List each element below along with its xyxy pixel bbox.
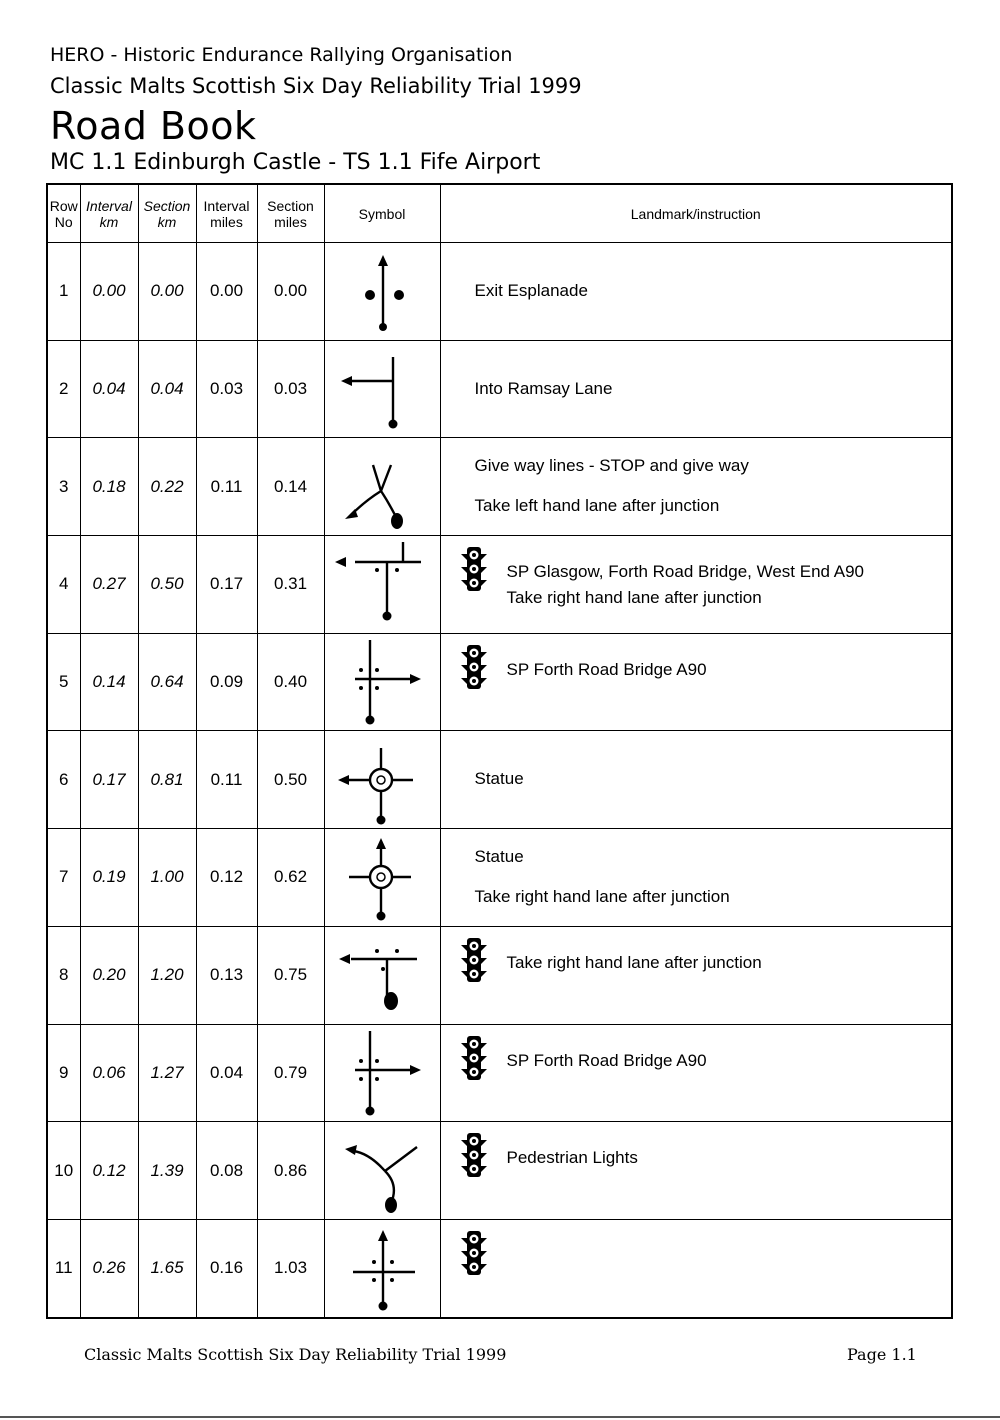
- t-junction-left-small-icon: [325, 927, 441, 1023]
- section-km: 0.64: [138, 633, 196, 731]
- page-number: Page 1.1: [847, 1345, 917, 1364]
- instruction-line: Give way lines - STOP and give way: [474, 456, 749, 476]
- instruction-line: SP Glasgow, Forth Road Bridge, West End A90: [506, 562, 865, 582]
- landmark-instruction: [440, 340, 952, 438]
- interval-km: 0.04: [80, 340, 138, 438]
- section-km: 0.00: [138, 243, 196, 341]
- interval-km: 0.06: [80, 1024, 138, 1122]
- route-symbol: [324, 340, 440, 438]
- fork-left-up-icon: [325, 1123, 441, 1219]
- traffic-lights-icon: [461, 546, 487, 597]
- section-miles: 0.14: [257, 438, 324, 536]
- interval-km: 0.00: [80, 243, 138, 341]
- page-title: Road Book: [50, 104, 257, 148]
- section-miles: 0.86: [257, 1122, 324, 1220]
- interval-km: 0.19: [80, 829, 138, 927]
- section-miles: 0.62: [257, 829, 324, 927]
- section-miles: 0.00: [257, 243, 324, 341]
- t-junction-left-icon: [325, 341, 441, 437]
- section-km: 0.22: [138, 438, 196, 536]
- row-number: 5: [47, 633, 80, 731]
- table-row: [47, 926, 952, 1024]
- section-miles: 0.03: [257, 340, 324, 438]
- row-number: 10: [47, 1122, 80, 1220]
- table-row: [47, 1122, 952, 1220]
- section-km: 0.50: [138, 536, 196, 634]
- route-symbol: [324, 829, 440, 927]
- landmark-instruction: [440, 829, 952, 927]
- landmark-instruction: [440, 633, 952, 731]
- row-number: 1: [47, 243, 80, 341]
- landmark-instruction: [440, 1219, 952, 1317]
- header-section-miles: Section miles: [257, 184, 324, 243]
- route-symbol: [324, 1219, 440, 1317]
- interval-miles: 0.09: [196, 633, 257, 731]
- t-junction-left-offset-icon: [325, 536, 441, 632]
- row-number: 3: [47, 438, 80, 536]
- section-km: 1.20: [138, 926, 196, 1024]
- traffic-lights-icon: [461, 1132, 487, 1183]
- route-symbol: [324, 536, 440, 634]
- instruction-line: Into Ramsay Lane: [474, 378, 613, 398]
- table-header-row: [47, 184, 952, 243]
- row-number: 4: [47, 536, 80, 634]
- interval-km: 0.14: [80, 633, 138, 731]
- instruction-line: Take right hand lane after junction: [474, 887, 730, 907]
- fork-left-icon: [325, 439, 441, 535]
- section-miles: 0.50: [257, 731, 324, 829]
- section-km: 0.04: [138, 340, 196, 438]
- interval-miles: 0.11: [196, 438, 257, 536]
- landmark-instruction: [440, 1122, 952, 1220]
- table-row: [47, 829, 952, 927]
- header-interval-miles: Interval miles: [196, 184, 257, 243]
- landmark-instruction: [440, 536, 952, 634]
- interval-miles: 0.12: [196, 829, 257, 927]
- instruction-line: Take right hand lane after junction: [506, 952, 762, 972]
- section-miles: 0.79: [257, 1024, 324, 1122]
- section-miles: 0.75: [257, 926, 324, 1024]
- section-miles: 1.03: [257, 1219, 324, 1317]
- table-row: [47, 340, 952, 438]
- section-km: 1.39: [138, 1122, 196, 1220]
- traffic-lights-icon: [461, 937, 487, 988]
- event-name: Classic Malts Scottish Six Day Reliability Trial 1999: [50, 74, 582, 98]
- table-row: [47, 633, 952, 731]
- interval-miles: 0.11: [196, 731, 257, 829]
- instruction-line: SP Forth Road Bridge A90: [506, 659, 707, 679]
- interval-km: 0.12: [80, 1122, 138, 1220]
- section-km: 1.27: [138, 1024, 196, 1122]
- table-row: [47, 731, 952, 829]
- bottom-rule: [0, 1416, 1000, 1418]
- row-number: 2: [47, 340, 80, 438]
- section-km: 1.00: [138, 829, 196, 927]
- route-symbol: [324, 243, 440, 341]
- traffic-lights-icon: [461, 644, 487, 695]
- interval-miles: 0.03: [196, 340, 257, 438]
- roundabout-straight-icon: [325, 829, 441, 925]
- table-row: [47, 438, 952, 536]
- instruction-line: Take right hand lane after junction: [506, 588, 762, 608]
- interval-miles: 0.17: [196, 536, 257, 634]
- table-row: [47, 1024, 952, 1122]
- row-number: 9: [47, 1024, 80, 1122]
- interval-km: 0.27: [80, 536, 138, 634]
- interval-km: 0.17: [80, 731, 138, 829]
- header-landmark: Landmark/instruction: [440, 184, 952, 243]
- interval-km: 0.20: [80, 926, 138, 1024]
- traffic-lights-icon: [461, 1230, 487, 1281]
- crossroads-right-icon: [325, 634, 441, 730]
- stage-title: MC 1.1 Edinburgh Castle - TS 1.1 Fife Airport: [50, 150, 541, 175]
- road-book-table: [46, 183, 953, 1319]
- instruction-line: SP Forth Road Bridge A90: [506, 1050, 707, 1070]
- row-number: 11: [47, 1219, 80, 1317]
- route-symbol: [324, 1122, 440, 1220]
- roundabout-left-icon: [325, 732, 441, 828]
- route-symbol: [324, 633, 440, 731]
- instruction-line: Statue: [474, 769, 524, 789]
- landmark-instruction: [440, 926, 952, 1024]
- interval-miles: 0.08: [196, 1122, 257, 1220]
- straight-ahead-icon: [325, 243, 441, 339]
- header-interval-km: Interval km: [80, 184, 138, 243]
- row-number: 8: [47, 926, 80, 1024]
- section-km: 1.65: [138, 1219, 196, 1317]
- interval-miles: 0.16: [196, 1219, 257, 1317]
- landmark-instruction: [440, 243, 952, 341]
- crossroads-right-icon: [325, 1025, 441, 1121]
- section-miles: 0.40: [257, 633, 324, 731]
- section-miles: 0.31: [257, 536, 324, 634]
- instruction-line: Take left hand lane after junction: [474, 496, 720, 516]
- route-symbol: [324, 1024, 440, 1122]
- header-section-km: Section km: [138, 184, 196, 243]
- interval-miles: 0.04: [196, 1024, 257, 1122]
- section-km: 0.81: [138, 731, 196, 829]
- header-symbol: Symbol: [324, 184, 440, 243]
- interval-km: 0.26: [80, 1219, 138, 1317]
- table-row: [47, 536, 952, 634]
- header-row-no: Row No: [47, 184, 80, 243]
- table-row: [47, 243, 952, 341]
- landmark-instruction: [440, 731, 952, 829]
- footer-event: Classic Malts Scottish Six Day Reliability Trial 1999: [84, 1345, 507, 1364]
- crossroads-straight-icon: [325, 1220, 441, 1316]
- interval-miles: 0.00: [196, 243, 257, 341]
- table-row: [47, 1219, 952, 1317]
- instruction-line: Exit Esplanade: [474, 281, 588, 300]
- interval-km: 0.18: [80, 438, 138, 536]
- instruction-line: Statue: [474, 847, 524, 867]
- instruction-line: Pedestrian Lights: [506, 1148, 638, 1168]
- traffic-lights-icon: [461, 1035, 487, 1086]
- landmark-instruction: [440, 438, 952, 536]
- interval-miles: 0.13: [196, 926, 257, 1024]
- landmark-instruction: [440, 1024, 952, 1122]
- route-symbol: [324, 438, 440, 536]
- route-symbol: [324, 731, 440, 829]
- route-symbol: [324, 926, 440, 1024]
- organisation-name: HERO - Historic Endurance Rallying Organisation: [50, 44, 513, 66]
- row-number: 7: [47, 829, 80, 927]
- row-number: 6: [47, 731, 80, 829]
